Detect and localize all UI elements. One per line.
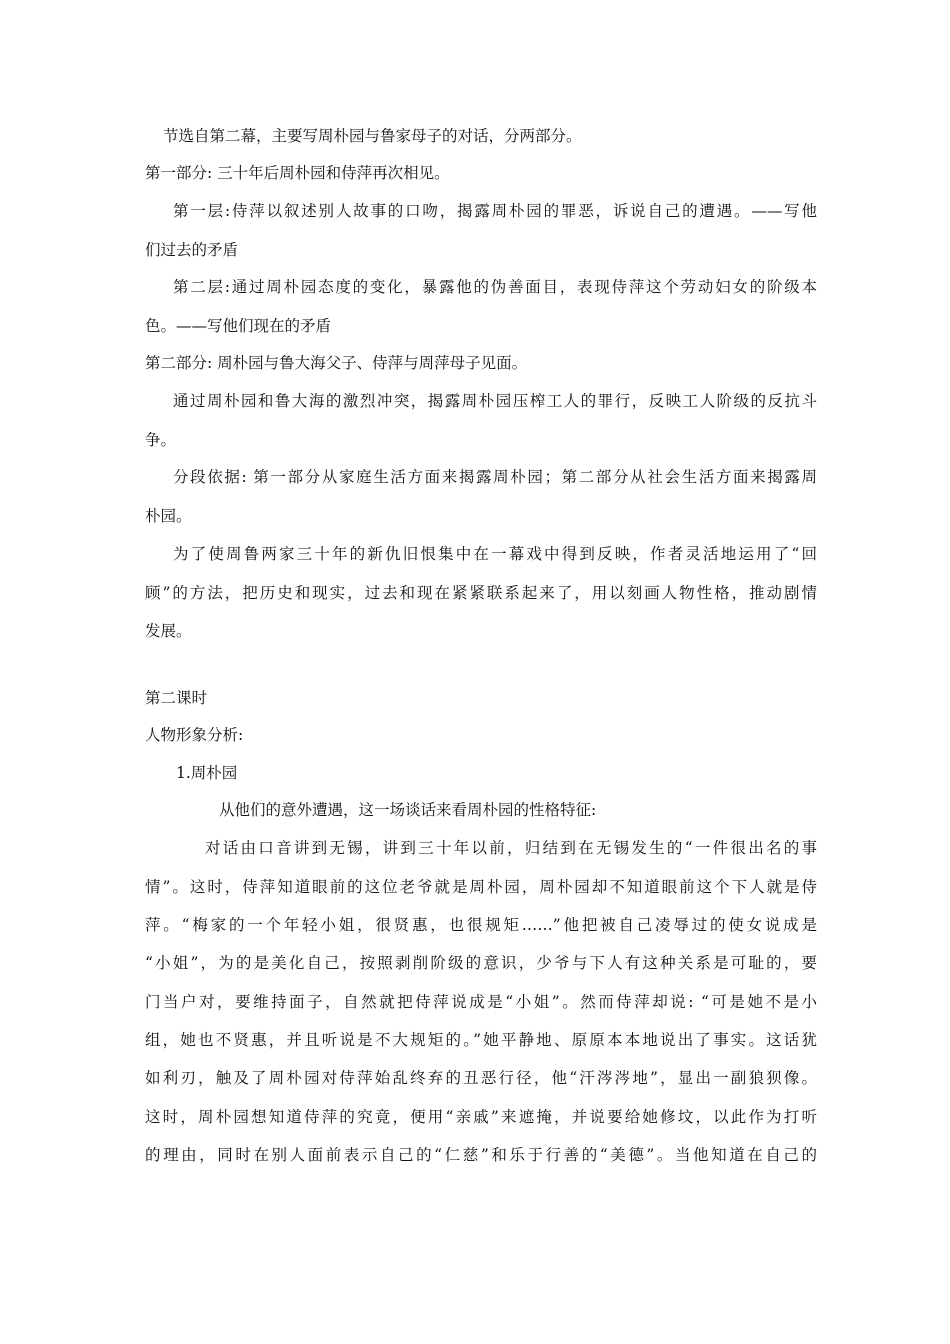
conflict-line-2: 争。: [145, 431, 177, 449]
layer-one-line-1: 第一层:侍萍以叙述别人故事的口吻，揭露周朴园的罪恶，诉说自己的遭遇。——写他: [173, 202, 817, 220]
character-analysis-heading: 人物形象分析:: [145, 726, 244, 744]
lesson-two-heading: 第二课时: [145, 689, 208, 707]
part-one-heading: 第一部分: 三十年后周朴园和侍萍再次相见。: [145, 164, 450, 182]
item-zhou-puyuan: 1.周朴园: [176, 764, 238, 782]
analysis-line-6: 组，她也不贤惠，并且听说是不大规矩的。”她平静地、原原本本地说出了事实。这话犹: [145, 1031, 817, 1049]
trait-intro: 从他们的意外遭遇，这一场谈话来看周朴园的性格特征:: [219, 801, 597, 819]
layer-one-line-2: 们过去的矛盾: [145, 241, 239, 259]
analysis-line-1: 对话由口音讲到无锡，讲到三十年以前，归结到在无锡发生的“一件很出名的事: [205, 839, 817, 857]
analysis-line-5: 门当户对，要维持面子，自然就把侍萍说成是“小姐”。然而侍萍却说: “可是她不是小: [145, 993, 817, 1011]
analysis-line-2: 情”。这时，侍萍知道眼前的这位老爷就是周朴园，周朴园却不知道眼前这个下人就是侍: [145, 878, 817, 896]
analysis-line-4: “小姐”，为的是美化自己，按照剥削阶级的意识，少爷与下人有这种关系是可耻的，要: [145, 954, 817, 972]
method-line-2: 顾”的方法，把历史和现实，过去和现在紧紧联系起来了，用以刻画人物性格，推动剧情: [145, 584, 817, 602]
analysis-line-8: 这时，周朴园想知道侍萍的究竟，便用“亲戚”来遮掩，并说要给她修坟，以此作为打听: [145, 1108, 817, 1126]
method-line-1: 为了使周鲁两家三十年的新仇旧恨集中在一幕戏中得到反映，作者灵活地运用了“回: [173, 545, 817, 563]
basis-line-2: 朴园。: [145, 507, 192, 525]
part-two-heading: 第二部分: 周朴园与鲁大海父子、侍萍与周萍母子见面。: [145, 354, 528, 372]
layer-two-line-1: 第二层:通过周朴园态度的变化，暴露他的伪善面目，表现侍萍这个劳动妇女的阶级本: [173, 278, 817, 296]
analysis-line-9: 的理由，同时在别人面前表示自己的“仁慈”和乐于行善的“美德”。当他知道在自己的: [145, 1146, 817, 1164]
conflict-line-1: 通过周朴园和鲁大海的激烈冲突，揭露周朴园压榨工人的罪行，反映工人阶级的反抗斗: [173, 392, 817, 410]
layer-two-line-2: 色。——写他们现在的矛盾: [145, 317, 332, 335]
analysis-line-3: 萍。“梅家的一个年轻小姐，很贤惠，也很规矩……”他把被自己凌辱过的使女说成是: [145, 916, 817, 934]
method-line-3: 发展。: [145, 622, 192, 640]
paragraph-intro: 节选自第二幕，主要写周朴园与鲁家母子的对话，分两部分。: [163, 127, 582, 145]
analysis-line-7: 如利刃，触及了周朴园对侍萍始乱终弃的丑恶行径，他“汗涔涔地”，显出一副狼狈像。: [145, 1069, 817, 1087]
basis-line-1: 分段依据: 第一部分从家庭生活方面来揭露周朴园；第二部分从社会生活方面来揭露周: [173, 468, 817, 486]
